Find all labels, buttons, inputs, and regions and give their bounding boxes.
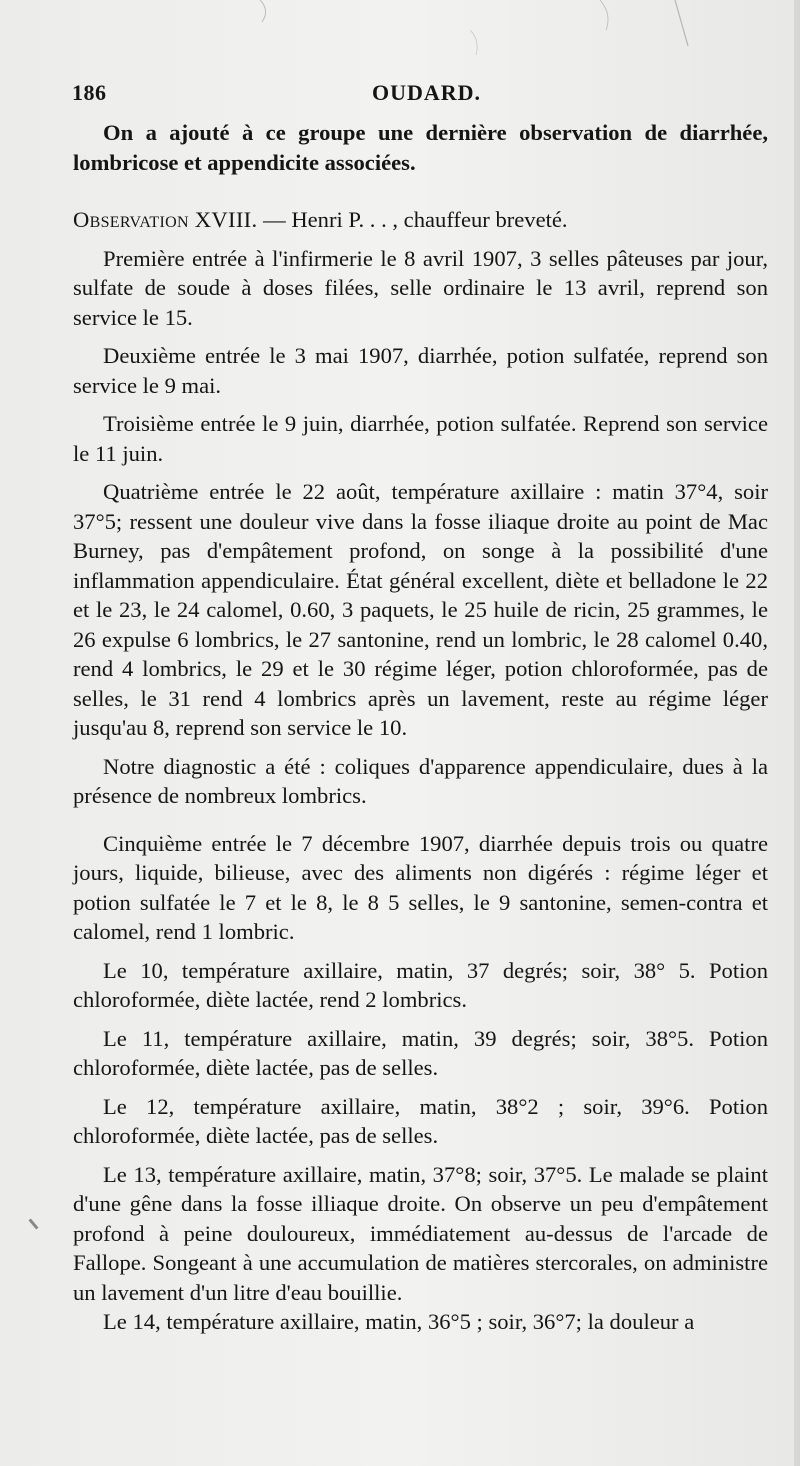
paragraph-diagnosis: Notre diagnostic a été : coliques d'apparence appendiculaire, dues à la présence de nombreux lombrics. — [73, 753, 768, 808]
paragraph-third-entry: Troisième entrée le 9 juin, diarrhée, potion sulfatée. Reprend son service le 11 juin. — [73, 411, 768, 466]
paragraph-day-12: Le 12, température axillaire, matin, 38°2 ; soir, 39°6. Potion chloroformée, diète lactée, pas de selles. — [73, 1093, 768, 1148]
paragraph-day-14: Le 14, température axillaire, matin, 36°5 ; soir, 36°7; la douleur a — [103, 1309, 695, 1334]
observation-label: Observation XVIII. — [73, 207, 258, 232]
paragraph-first-entry: Première entrée à l'infirmerie le 8 avril 1907, 3 selles pâteuses par jour, sulfate de soude à doses filées, selle ordinaire le 13 avril, reprend son service le 15. — [73, 245, 768, 330]
running-head: OUDARD. — [372, 80, 482, 105]
paragraph-fourth-entry: Quatrième entrée le 22 août, température axillaire : matin 37°4, soir 37°5; ressent une douleur vive dans la fosse iliaque droite au point de Mac Burney, pas d'empâtement profond, on songe à la possibilité d'une inflammation appendiculaire. État général excellent, diète et belladone le 22 et le 23, le 24 calomel, 0.60, 3 paquets, le 25 huile de ricin, 25 grammes, le 26 expulse 6 lombrics, le 27 santonine, rend un lombric, le 28 calomel 0.40, rend 4 lombrics, le 29 et le 30 régime léger, potion chloroformée, pas de selles, le 31 rend 4 lombrics après un lavement, reste au régime léger jusqu'au 8, reprend son service le 10. — [73, 479, 768, 740]
page-number: 186 — [72, 80, 107, 105]
paragraph-day-10: Le 10, température axillaire, matin, 37 degrés; soir, 38° 5. Potion chloroformée, diète lactée, rend 2 lombrics. — [73, 957, 768, 1012]
page-header — [72, 80, 760, 112]
paragraph-day-11: Le 11, température axillaire, matin, 39 degrés; soir, 38°5. Potion chloroformée, diète lactée, pas de selles. — [73, 1025, 768, 1080]
page-top-noise — [0, 0, 800, 60]
page-body — [73, 118, 768, 1337]
observation-heading — [73, 205, 768, 235]
page-edge-shadow — [794, 0, 800, 1466]
paragraph-day-13: Le 13, température axillaire, matin, 37°8; soir, 37°5. Le malade se plaint d'une gêne dans la fosse illiaque droite. On observe un peu d'empâtement profond à peine douloureux, immédiatement au-dessus de l'arcade de Fallope. Songeant à une accumulation de matières stercorales, on administre un lavement d'un litre d'eau bouillie. — [73, 1161, 768, 1305]
paragraph-fifth-entry: Cinquième entrée le 7 décembre 1907, diarrhée depuis trois ou quatre jours, liquide, bilieuse, avec des aliments non digérés : régime léger et potion sulfatée le 7 et le 8, le 8 5 selles, le 9 santonine, semen-contra et calomel, rend 1 lombric. — [73, 830, 768, 944]
margin-mark — [28, 1218, 38, 1229]
paragraph-second-entry: Deuxième entrée le 3 mai 1907, diarrhée, potion sulfatée, reprend son service le 9 mai. — [73, 343, 768, 398]
observation-subject: — Henri P. . . , chauffeur breveté. — [257, 207, 568, 232]
intro-paragraph: On a ajouté à ce groupe une dernière observation de diarrhée, lombricose et appendicite associées. — [73, 120, 768, 175]
